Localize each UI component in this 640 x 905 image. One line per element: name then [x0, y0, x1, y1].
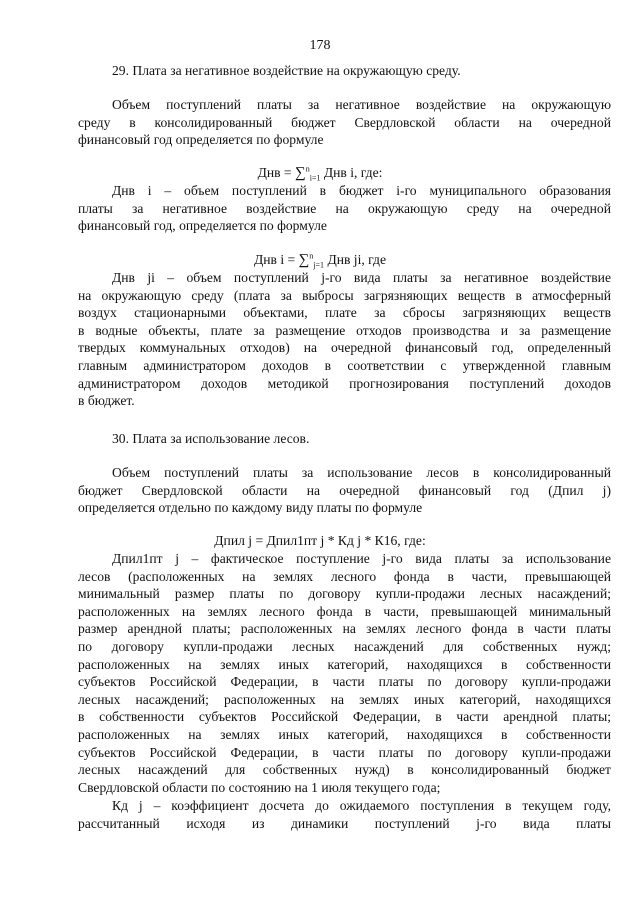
- text-line: главным администратором доходов в соответствии с утвержденной главным: [78, 357, 611, 373]
- text-line: минимальный размер платы по договору купли-продажи лесных насаждений;: [78, 586, 611, 602]
- text-line: расположенных на землях лесного фонда в части, превышающей минимальный: [78, 603, 611, 619]
- text-line: размер арендной платы; расположенных на землях лесного фонда в части платы: [78, 621, 611, 637]
- text-line: бюджет Свердловской области на очередной финансовый год (Дпил j): [78, 482, 611, 498]
- text-line: расположенных на землях иных категорий, находящихся в собственности: [78, 656, 611, 672]
- formula-upper-limit: n: [309, 251, 314, 261]
- page-number: 178: [309, 38, 331, 53]
- text-line: расположенных на землях иных категорий, находящихся в собственности: [78, 726, 611, 742]
- definition-dnv-ji: [78, 269, 611, 410]
- text-line: рассчитанный исходя из динамики поступлений j-го вида платы: [78, 815, 611, 831]
- text-line: Кд j – коэффициент досчета до ожидаемого поступления в текущем году,: [112, 798, 611, 813]
- section-30-heading: 30. Плата за использование лесов.: [112, 431, 310, 446]
- text-line: Свердловской области по состоянию на 1 июля текущего года;: [78, 779, 441, 795]
- formula-rhs: Днв i, где:: [323, 165, 383, 180]
- text-line: в собственности субъектов Российской Федерации, в части арендной платы;: [78, 709, 611, 725]
- sum-icon: ∑: [295, 165, 306, 181]
- formula-1: [0, 164, 640, 183]
- text-line: платы за негативное воздействие на окружающую среду на очередной: [78, 200, 611, 216]
- text-line: в водные объекты, плате за размещение отходов производства и за размещение: [78, 322, 611, 338]
- formula-lhs: Днв =: [257, 165, 292, 180]
- text-line: субъектов Российской Федерации, в части платы по договору купли-продажи: [78, 744, 611, 760]
- text-line: на окружающую среду (плата за выбросы загрязняющих веществ в атмосферный: [78, 287, 611, 303]
- formula-lhs: Днв i =: [253, 252, 296, 267]
- text-line: воздух стационарными объектами, плате за сбросы загрязняющих веществ: [78, 305, 611, 321]
- text-line: Днв i – объем поступлений в бюджет i-го муниципального образования: [112, 183, 611, 198]
- text-line: финансовый год определяется по формуле: [78, 132, 324, 148]
- text-line: Объем поступлений платы за использование лесов в консолидированный: [112, 465, 611, 480]
- definition-dpil1pt: [78, 550, 611, 796]
- text-line: среду в консолидированный бюджет Свердловской области на очередной: [78, 114, 611, 130]
- section-29-heading: 29. Плата за негативное воздействие на окружающую среду.: [112, 63, 461, 78]
- paragraph-29-intro: [78, 96, 611, 149]
- formula-lower-limit: j=1: [313, 260, 325, 270]
- formula-upper-limit: n: [305, 164, 310, 174]
- text-line: лесных насаждений для собственных нужд) в консолидированный бюджет: [78, 762, 611, 778]
- text-line: по договору купли-продажи лесных насаждений для собственных нужд;: [78, 638, 611, 654]
- text-line: Днв ji – объем поступлений j-го вида платы за негативное воздействие: [112, 270, 611, 285]
- definition-dnv-i: [78, 182, 611, 235]
- definition-kd: [78, 797, 611, 832]
- text-line: Дпил1пт j – фактическое поступление j-го вида платы за использование: [112, 551, 611, 566]
- text-line: твердых коммунальных отходов) на очередной финансовый год, определенный: [78, 340, 611, 356]
- text-line: определяется отдельно по каждому виду платы по формуле: [78, 500, 423, 516]
- text-line: субъектов Российской Федерации, в части платы по договору купли-продажи: [78, 674, 611, 690]
- text-line: в бюджет.: [78, 393, 135, 409]
- text-line: администратором доходов методикой прогнозирования поступлений доходов: [78, 375, 611, 391]
- text-line: Объем поступлений платы за негативное воздействие на окружающую: [112, 97, 611, 112]
- sum-icon: ∑: [298, 252, 310, 268]
- paragraph-30-intro: [78, 464, 611, 517]
- text-line: финансовый год, определяется по формуле: [78, 218, 327, 234]
- text-line: лесных насаждений; расположенных на землях иных категорий, находящихся: [78, 691, 611, 707]
- formula-lower-limit: i=1: [309, 173, 321, 183]
- formula-2: [0, 251, 640, 270]
- text-line: лесов (расположенных на землях лесного фонда в части, превышающей: [78, 568, 611, 584]
- formula-rhs: Днв ji, где: [327, 252, 387, 267]
- formula-3: Дпил j = Дпил1пт j * Кд j * К16, где:: [214, 533, 426, 548]
